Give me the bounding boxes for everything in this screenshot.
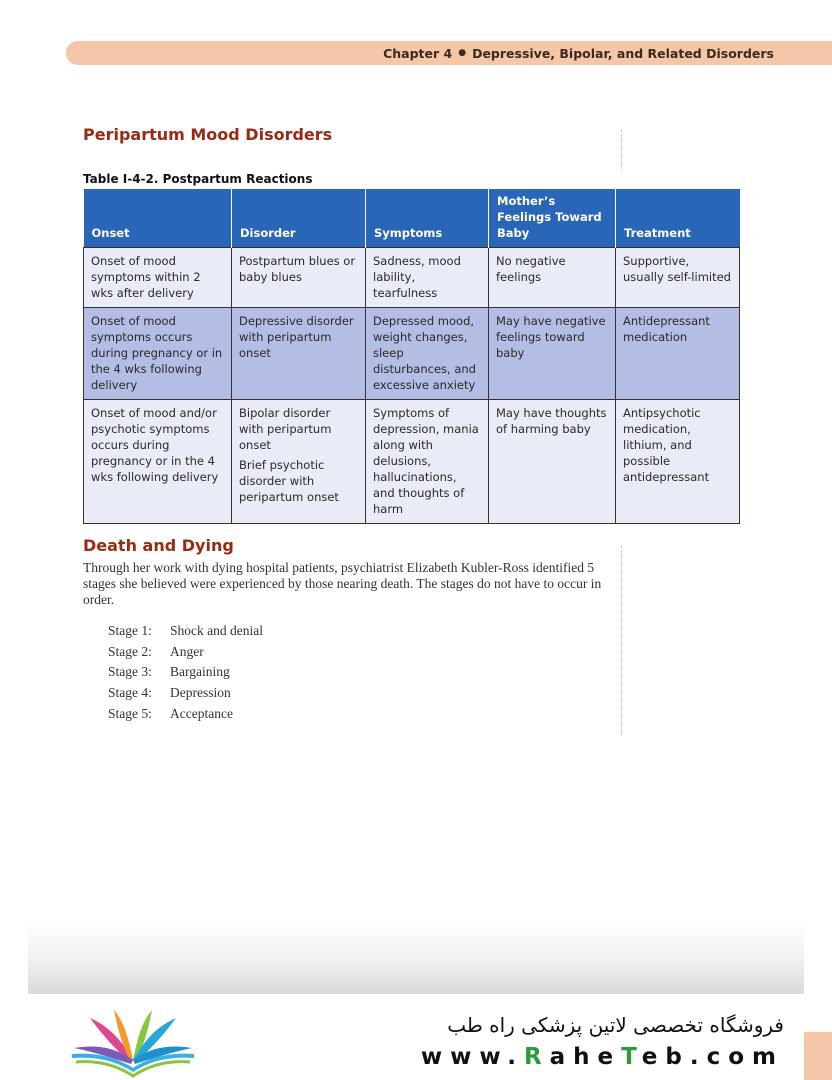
table-row — [84, 248, 740, 308]
cell-feelings: May have negative feelings toward baby — [489, 308, 616, 400]
running-header — [66, 41, 832, 65]
stage-name: Shock and denial — [170, 623, 263, 638]
url-letter-r: R — [523, 1044, 550, 1070]
margin-rule — [621, 130, 622, 170]
cell-feelings: No negative feelings — [489, 248, 616, 308]
stage-label: Stage 3: — [108, 664, 152, 680]
cell-onset: Onset of mood symptoms occurs during pregnancy or in the 4 wks following delivery — [84, 308, 232, 400]
cell-symptoms: Sadness, mood lability, tearfulness — [366, 248, 489, 308]
column-header-feelings: Mother’s Feelings Toward Baby — [489, 189, 616, 248]
url-suffix: eb.com — [641, 1044, 784, 1070]
table-row — [84, 400, 740, 524]
stage-name: Acceptance — [170, 705, 233, 721]
cell-disorder — [232, 308, 366, 400]
column-header-symptoms: Symptoms — [366, 189, 489, 248]
cell-symptoms: Symptoms of depression, mania along with delusions, hallucinations, and thoughts of harm — [366, 400, 489, 524]
stage-label: Stage 5: — [108, 705, 152, 721]
cell-treatment: Antidepressant medication — [616, 308, 740, 400]
cell-onset: Onset of mood symptoms within 2 wks after delivery — [84, 248, 232, 308]
death-dying-paragraph: Through her work with dying hospital patients, psychiatrist Elizabeth Kubler-Ross identified 5 stages she believed were experienced by those nearing death. The stages do not have to occur in order. — [83, 560, 602, 607]
stage-label: Stage 1: — [108, 623, 152, 638]
cell-feelings: May have thoughts of harming baby — [489, 400, 616, 524]
stage-label: Stage 2: — [108, 643, 152, 659]
margin-rule — [621, 546, 622, 736]
cell-disorder — [232, 400, 366, 524]
cell-treatment: Antipsychotic medication, lithium, and possible antidepressant — [616, 400, 740, 524]
postpartum-reactions-table — [83, 189, 740, 524]
section-title-death-dying: Death and Dying — [83, 536, 234, 555]
disorder-line: Brief psychotic disorder with peripartum onset — [239, 458, 339, 504]
page-bottom-shadow — [28, 920, 804, 994]
table-header-row — [84, 189, 740, 248]
cell-onset: Onset of mood and/or psychotic symptoms occurs during pregnancy or in the 4 wks following delivery — [84, 400, 232, 524]
open-book-logo-icon — [68, 1008, 198, 1078]
cell-disorder — [232, 248, 366, 308]
url-prefix: www. — [420, 1044, 524, 1070]
disorder-line: Bipolar disorder with peripartum onset — [239, 406, 332, 452]
stage-name: Depression — [170, 685, 231, 701]
table-caption: Table I-4-2. Postpartum Reactions — [83, 172, 313, 186]
section-title-peripartum: Peripartum Mood Disorders — [83, 125, 333, 144]
stages-list — [108, 621, 263, 724]
cell-treatment: Supportive, usually self-limited — [616, 248, 740, 308]
footer-accent-strip — [804, 1032, 832, 1080]
header-chapter: Chapter 4 — [383, 45, 453, 61]
header-title: Depressive, Bipolar, and Related Disorders — [472, 45, 774, 61]
footer-website — [421, 1044, 784, 1070]
table-row — [84, 308, 740, 400]
list-item — [108, 642, 263, 663]
disorder-line: Postpartum blues or baby blues — [239, 254, 356, 284]
stage-name: Anger — [170, 643, 204, 659]
column-header-treatment: Treatment — [616, 189, 740, 248]
cell-symptoms: Depressed mood, weight changes, sleep disturbances, and excessive anxiety — [366, 308, 489, 400]
list-item — [108, 683, 263, 704]
stage-name: Bargaining — [170, 664, 230, 680]
footer-store-name: فروشگاه تخصصی لاتین پزشکی راه طب — [447, 1013, 784, 1037]
list-item — [108, 621, 263, 642]
list-item — [108, 704, 263, 725]
column-header-disorder: Disorder — [232, 189, 366, 248]
url-letter-t: T — [621, 1044, 642, 1070]
list-item — [108, 662, 263, 683]
url-mid: ahe — [549, 1044, 622, 1070]
disorder-line: Depressive disorder with peripartum onset — [239, 314, 354, 360]
column-header-onset: Onset — [84, 189, 232, 248]
header-bullet: ● — [458, 48, 467, 58]
stage-label: Stage 4: — [108, 685, 152, 701]
